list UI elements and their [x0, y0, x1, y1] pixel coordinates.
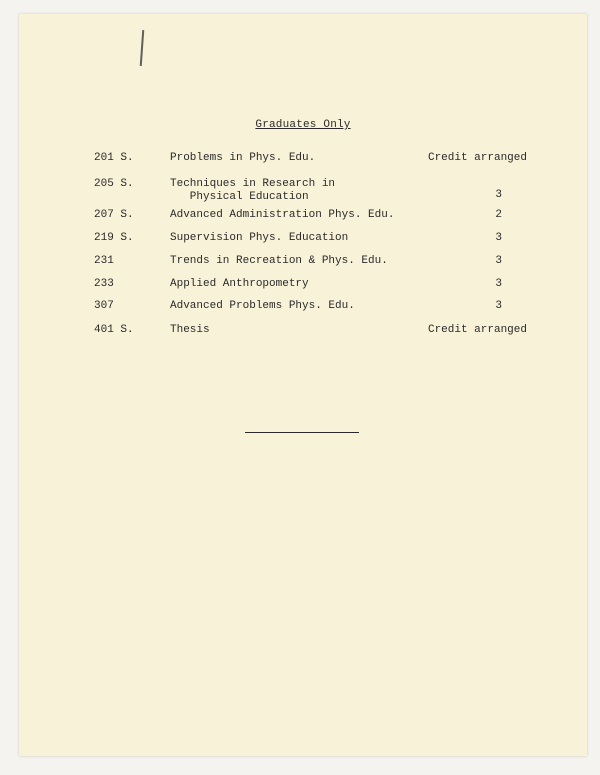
course-title: Applied Anthropometry — [170, 278, 309, 290]
end-rule — [245, 432, 359, 433]
course-number: 205 S. — [94, 178, 134, 190]
course-credit: 3 — [495, 278, 502, 290]
course-title: Supervision Phys. Education — [170, 232, 349, 244]
course-number: 233 — [94, 278, 114, 290]
course-credit: 3 — [495, 189, 502, 201]
course-number: 219 S. — [94, 232, 134, 244]
course-number: 401 S. — [94, 324, 134, 336]
document-page — [19, 14, 587, 756]
course-title: Advanced Administration Phys. Edu. — [170, 209, 395, 221]
course-number: 231 — [94, 255, 114, 267]
course-credit: Credit arranged — [427, 152, 527, 164]
course-number: 201 S. — [94, 152, 134, 164]
course-title: Advanced Problems Phys. Edu. — [170, 300, 355, 312]
course-title: Thesis — [170, 324, 210, 336]
course-number: 307 — [94, 300, 114, 312]
course-credit: 3 — [495, 300, 502, 312]
course-credit: 2 — [495, 209, 502, 221]
section-heading: Graduates Only — [255, 119, 351, 131]
course-title: Trends in Recreation & Phys. Edu. — [170, 255, 388, 267]
course-number: 207 S. — [94, 209, 134, 221]
course-credit: Credit arranged — [427, 324, 527, 336]
pencil-mark — [140, 30, 145, 66]
course-credit: 3 — [495, 232, 502, 244]
course-title: Problems in Phys. Edu. — [170, 152, 316, 164]
course-title: Techniques in Research in Physical Education — [170, 178, 336, 203]
course-credit: 3 — [495, 255, 502, 267]
